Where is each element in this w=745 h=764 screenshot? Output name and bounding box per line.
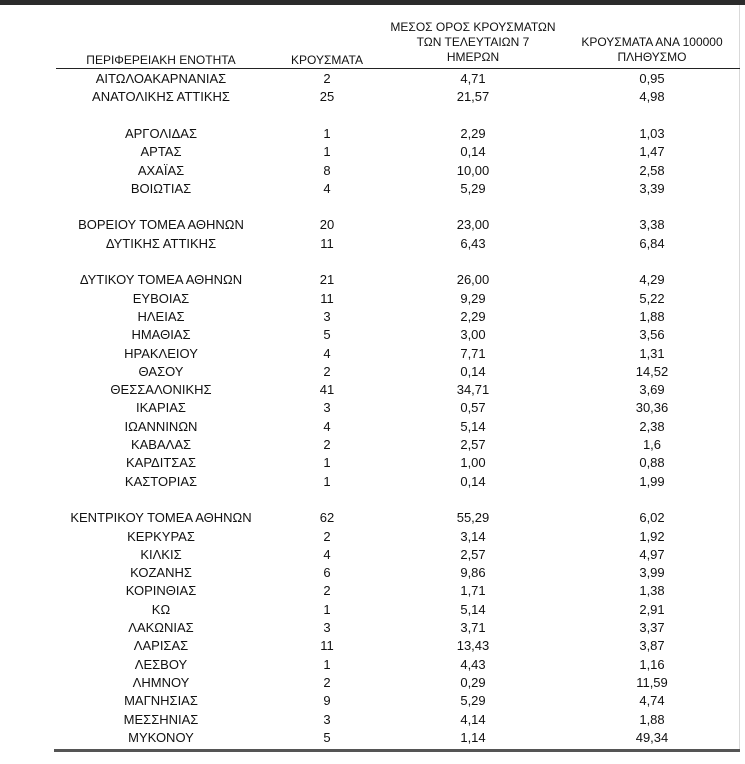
row-average-cell: 1,00 (460, 455, 486, 471)
row-region-cell: ΗΜΑΘΙΑΣ (131, 327, 191, 343)
row-average-cell: 2,57 (460, 546, 486, 562)
row-cases-cell: 2 (323, 71, 331, 86)
row-average-cell: 4,71 (460, 71, 486, 86)
row-cases-cell: 4 (323, 546, 331, 562)
row-region-cell: ΚΟΡΙΝΘΙΑΣ (125, 583, 197, 599)
table-row (56, 692, 740, 710)
row-region-cell: ΗΛΕΙΑΣ (137, 308, 185, 324)
row-cases-cell: 1 (323, 125, 331, 141)
row-average-cell: 3,71 (460, 620, 486, 635)
table-row (56, 308, 740, 326)
table-row (56, 326, 740, 344)
table-row (56, 582, 740, 600)
row-cases-cell: 3 (323, 400, 331, 416)
row-cases-cell: 4 (323, 418, 331, 434)
row-per-100000-cell: 14,52 (635, 363, 669, 379)
table-row (56, 509, 740, 527)
header-per-line-2: ΠΛΗΘΥΣΜΟ (617, 50, 687, 64)
row-cases-cell: 3 (323, 620, 331, 635)
row-per-100000-cell: 4,29 (639, 272, 665, 288)
row-cases-cell: 21 (319, 272, 335, 288)
table-row (56, 180, 740, 198)
row-average-cell: 2,57 (460, 437, 486, 452)
row-region-cell: ΗΡΑΚΛΕΙΟΥ (124, 345, 198, 361)
row-cases-cell: 25 (319, 89, 335, 105)
cases-table (56, 0, 740, 764)
table-row (56, 564, 740, 582)
row-per-100000-cell: 3,37 (639, 620, 665, 635)
row-cases-cell: 41 (319, 382, 335, 398)
header-avg-line-3: ΗΜΕΡΩΝ (446, 50, 500, 64)
header-underline (56, 68, 740, 69)
row-average-cell: 13,43 (456, 638, 490, 654)
table-row (56, 528, 740, 546)
row-per-100000-cell: 3,56 (639, 327, 665, 343)
header-avg-line-1: ΜΕΣΟΣ ΟΡΟΣ ΚΡΟΥΣΜΑΤΩΝ (390, 20, 556, 34)
row-region-cell: ΘΕΣΣΑΛΟΝΙΚΗΣ (110, 382, 212, 398)
row-cases-cell: 2 (323, 583, 331, 599)
header-cases: ΚΡΟΥΣΜΑΤΑ (291, 53, 363, 67)
row-average-cell: 1,14 (460, 729, 486, 745)
row-average-cell: 3,14 (460, 528, 486, 544)
table-row (56, 729, 740, 747)
row-per-100000-cell: 1,92 (639, 528, 665, 544)
row-cases-cell: 1 (323, 656, 331, 672)
row-cases-cell: 11 (320, 290, 334, 306)
row-average-cell: 0,14 (460, 363, 486, 379)
row-region-cell: ΛΕΣΒΟΥ (134, 656, 188, 672)
header-per-line-1: ΚΡΟΥΣΜΑΤΑ ΑΝΑ 100000 (581, 35, 723, 49)
row-per-100000-cell: 4,97 (639, 546, 665, 562)
row-per-100000-cell: 11,59 (636, 674, 668, 690)
row-average-cell: 4,43 (460, 656, 486, 672)
row-average-cell: 2,29 (460, 125, 486, 141)
row-average-cell: 6,43 (460, 235, 486, 251)
row-cases-cell: 8 (323, 162, 331, 178)
table-row (56, 436, 740, 454)
row-cases-cell: 2 (323, 528, 331, 544)
table-row (56, 290, 740, 308)
row-cases-cell: 62 (319, 510, 335, 526)
row-region-cell: ΛΗΜΝΟΥ (132, 674, 190, 690)
row-cases-cell: 20 (319, 217, 335, 233)
table-row (56, 88, 740, 106)
row-average-cell: 0,57 (460, 400, 486, 416)
table-row (56, 674, 740, 692)
row-region-cell: ΚΕΡΚΥΡΑΣ (127, 528, 195, 544)
header-avg-line-2: ΤΩΝ ΤΕΛΕΥΤΑΙΩΝ 7 (416, 35, 530, 49)
row-per-100000-cell: 5,22 (639, 290, 665, 306)
table-row (56, 125, 740, 143)
table-row (56, 235, 740, 253)
row-region-cell: ΚΟΖΑΝΗΣ (130, 565, 192, 581)
row-average-cell: 9,29 (460, 290, 486, 306)
row-region-cell: ΚΑΒΑΛΑΣ (130, 437, 192, 452)
table-row (56, 162, 740, 180)
row-average-cell: 2,29 (460, 308, 486, 324)
row-cases-cell: 11 (320, 638, 334, 654)
table-row (56, 271, 740, 289)
row-region-cell: ΛΑΡΙΣΑΣ (133, 638, 189, 654)
row-average-cell: 9,86 (460, 565, 486, 581)
row-cases-cell: 5 (323, 729, 331, 745)
row-region-cell: ΑΙΤΩΛΟΑΚΑΡΝΑΝΙΑΣ (95, 71, 227, 86)
row-cases-cell: 2 (323, 437, 331, 452)
table-row (56, 143, 740, 161)
row-region-cell: ΑΡΤΑΣ (140, 144, 182, 160)
row-per-100000-cell: 1,99 (639, 473, 665, 489)
row-region-cell: ΔΥΤΙΚΗΣ ΑΤΤΙΚΗΣ (105, 235, 217, 251)
row-per-100000-cell: 0,88 (639, 455, 665, 471)
row-average-cell: 23,00 (456, 217, 490, 233)
row-average-cell: 5,14 (460, 418, 486, 434)
row-cases-cell: 1 (323, 144, 331, 160)
row-region-cell: ΚΙΛΚΙΣ (140, 546, 182, 562)
row-average-cell: 55,29 (456, 510, 490, 526)
header-cases-per-100000 (564, 35, 740, 65)
table-row (56, 216, 740, 234)
row-region-cell: ΜΑΓΝΗΣΙΑΣ (124, 693, 198, 709)
table-row (56, 399, 740, 417)
row-per-100000-cell: 6,02 (639, 510, 665, 526)
row-per-100000-cell: 1,16 (639, 656, 665, 672)
row-region-cell: ΚΕΝΤΡΙΚΟΥ ΤΟΜΕΑ ΑΘΗΝΩΝ (70, 510, 252, 526)
row-cases-cell: 3 (323, 711, 331, 727)
row-average-cell: 5,14 (460, 601, 486, 617)
table-row (56, 711, 740, 729)
row-region-cell: ΛΑΚΩΝΙΑΣ (128, 620, 194, 635)
row-per-100000-cell: 3,99 (639, 565, 665, 581)
row-region-cell: ΚΑΡΔΙΤΣΑΣ (125, 455, 197, 471)
row-region-cell: ΙΩΑΝΝΙΝΩΝ (124, 418, 198, 434)
table-row (56, 363, 740, 381)
row-average-cell: 7,71 (460, 345, 486, 361)
row-cases-cell: 1 (323, 601, 331, 617)
row-per-100000-cell: 3,39 (639, 180, 665, 196)
row-average-cell: 34,71 (456, 382, 490, 398)
row-cases-cell: 6 (323, 565, 331, 581)
row-average-cell: 5,29 (460, 180, 486, 196)
table-row (56, 345, 740, 363)
table-row (56, 637, 740, 655)
row-region-cell: ΑΧΑΪΑΣ (137, 162, 185, 178)
row-per-100000-cell: 2,91 (639, 601, 665, 617)
row-per-100000-cell: 2,58 (639, 162, 665, 178)
row-per-100000-cell: 2,38 (639, 418, 665, 434)
row-average-cell: 0,14 (460, 144, 486, 160)
row-per-100000-cell: 1,88 (639, 308, 665, 324)
row-region-cell: ΕΥΒΟΙΑΣ (132, 290, 190, 306)
row-average-cell: 5,29 (460, 693, 486, 709)
table-row (56, 418, 740, 436)
header-seven-day-average (390, 20, 556, 65)
row-region-cell: ΒΟΡΕΙΟΥ ΤΟΜΕΑ ΑΘΗΝΩΝ (78, 217, 244, 233)
row-average-cell: 3,00 (460, 327, 486, 343)
row-cases-cell: 9 (323, 693, 331, 709)
row-region-cell: ΙΚΑΡΙΑΣ (136, 400, 186, 416)
row-per-100000-cell: 49,34 (635, 729, 669, 745)
table-row (56, 70, 740, 88)
row-average-cell: 1,71 (460, 583, 486, 599)
row-region-cell: ΜΥΚΟΝΟΥ (128, 729, 194, 745)
row-average-cell: 0,14 (460, 473, 486, 489)
row-per-100000-cell: 6,84 (639, 235, 665, 251)
row-cases-cell: 3 (323, 308, 331, 324)
row-per-100000-cell: 1,47 (639, 144, 665, 160)
row-region-cell: ΚΑΣΤΟΡΙΑΣ (124, 473, 198, 489)
row-per-100000-cell: 30,36 (635, 400, 669, 416)
row-average-cell: 26,00 (456, 272, 490, 288)
row-cases-cell: 5 (323, 327, 331, 343)
table-row (56, 454, 740, 472)
row-cases-cell: 2 (323, 674, 331, 690)
row-per-100000-cell: 3,87 (639, 638, 665, 654)
row-average-cell: 4,14 (460, 711, 486, 727)
row-region-cell: ΒΟΙΩΤΙΑΣ (130, 180, 192, 196)
row-per-100000-cell: 1,03 (639, 125, 665, 141)
table-row (56, 656, 740, 674)
table-row (56, 601, 740, 619)
row-per-100000-cell: 1,38 (639, 583, 665, 599)
row-per-100000-cell: 3,69 (639, 382, 665, 398)
bottom-rule (54, 749, 740, 752)
row-cases-cell: 2 (323, 363, 331, 379)
header-region: ΠΕΡΙΦΕΡΕΙΑΚΗ ΕΝΟΤΗΤΑ (86, 53, 236, 67)
row-region-cell: ΚΩ (151, 601, 171, 617)
row-region-cell: ΜΕΣΣΗΝΙΑΣ (123, 711, 199, 727)
table-row (56, 546, 740, 564)
row-cases-cell: 4 (323, 345, 331, 361)
row-cases-cell: 1 (323, 473, 331, 489)
row-region-cell: ΔΥΤΙΚΟΥ ΤΟΜΕΑ ΑΘΗΝΩΝ (79, 272, 243, 288)
table-row (56, 381, 740, 399)
row-region-cell: ΘΑΣΟΥ (138, 363, 184, 379)
row-cases-cell: 1 (323, 455, 331, 471)
row-per-100000-cell: 3,38 (639, 217, 665, 233)
table-row (56, 619, 740, 637)
row-cases-cell: 11 (320, 235, 334, 251)
row-per-100000-cell: 4,98 (639, 89, 665, 105)
row-per-100000-cell: 1,31 (639, 345, 665, 361)
row-average-cell: 10,00 (456, 162, 490, 178)
row-per-100000-cell: 4,74 (639, 693, 665, 709)
row-average-cell: 0,29 (460, 674, 486, 690)
row-region-cell: ΑΝΑΤΟΛΙΚΗΣ ΑΤΤΙΚΗΣ (92, 89, 230, 105)
row-per-100000-cell: 0,95 (639, 71, 665, 86)
row-per-100000-cell: 1,88 (639, 711, 665, 727)
row-average-cell: 21,57 (456, 89, 490, 105)
row-cases-cell: 4 (323, 180, 331, 196)
row-per-100000-cell: 1,6 (642, 437, 662, 452)
row-region-cell: ΑΡΓΟΛΙΔΑΣ (124, 125, 198, 141)
table-row (56, 473, 740, 491)
